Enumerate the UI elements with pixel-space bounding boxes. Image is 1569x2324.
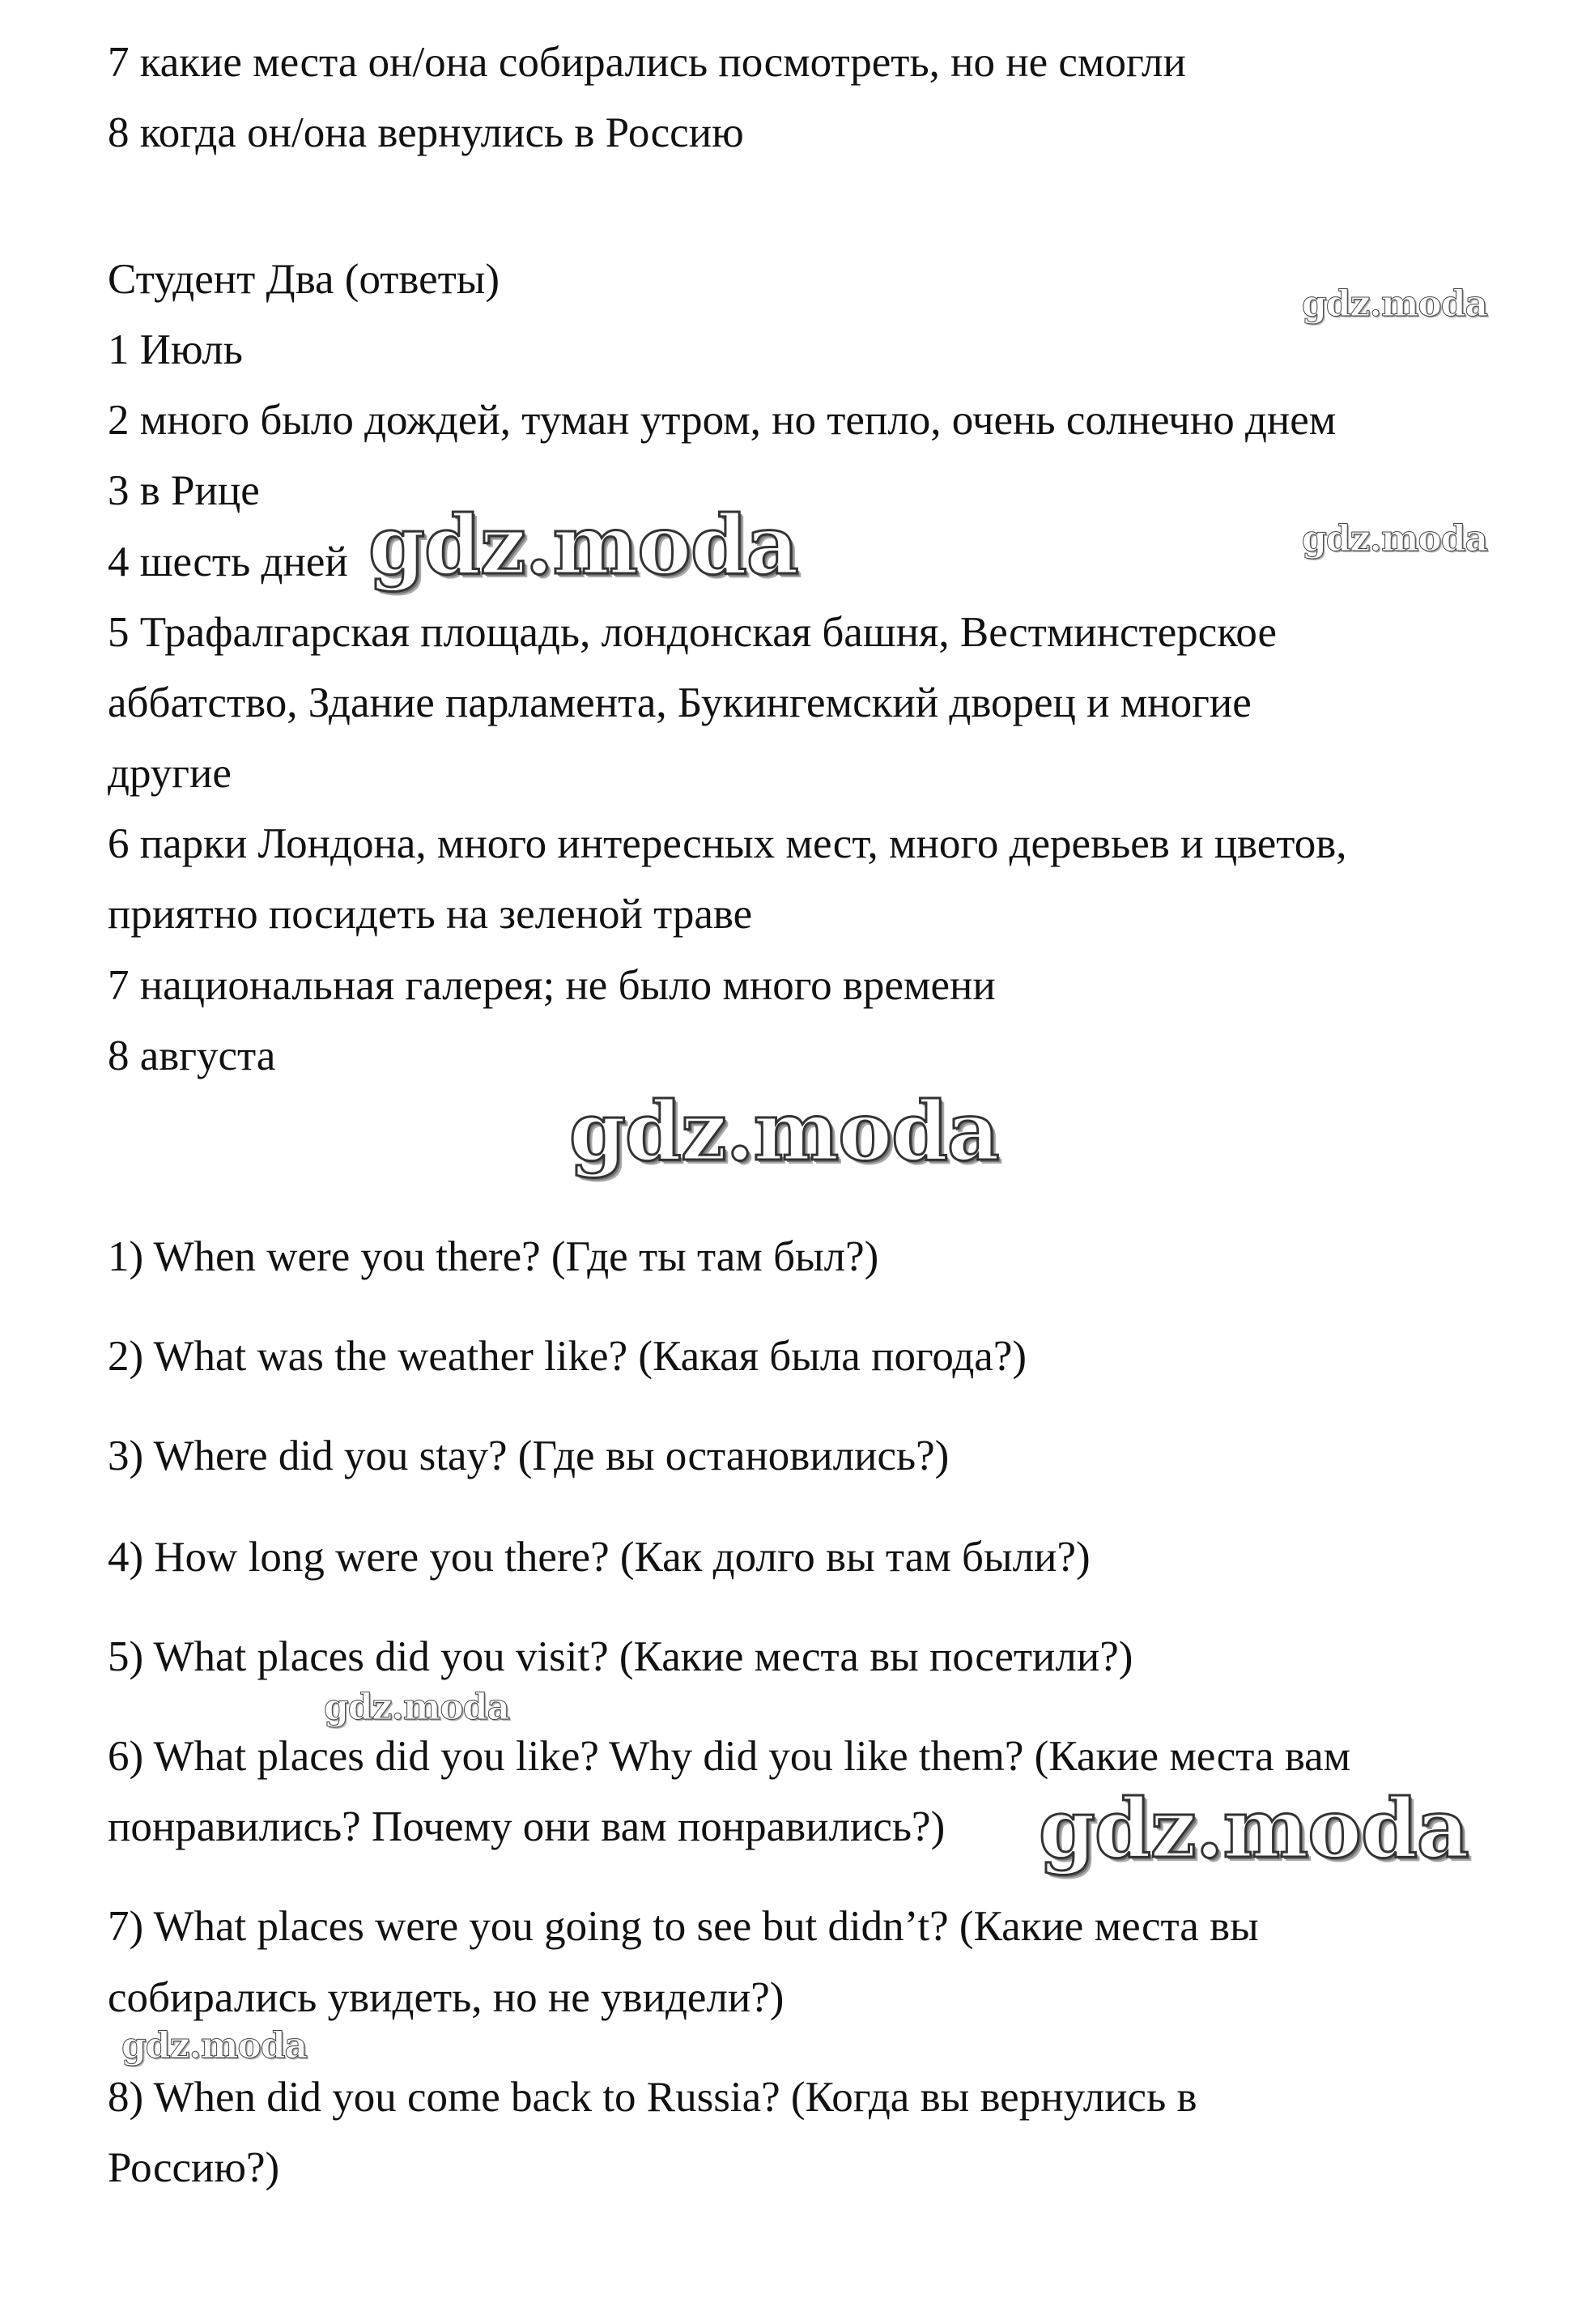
watermark-logo: gdz.moda xyxy=(1039,1781,1469,1876)
answer-line-8: 8 августа xyxy=(108,1032,276,1079)
question-6b: понравились? Почему они вам понравились?) xyxy=(108,1803,946,1850)
question-5: 5) What places did you visit? (Какие места вы посетили?) xyxy=(108,1633,1133,1680)
answer-line-5a: 5 Трафалгарская площадь, лондонская башня, Вестминстерское xyxy=(108,609,1277,656)
question-2: 2) What was the weather like? (Какая была погода?) xyxy=(108,1333,1027,1380)
answer-line-6a: 6 парки Лондона, много интересных мест, много деревьев и цветов, xyxy=(108,820,1347,867)
question-7b: собирались увидеть, но не увидели?) xyxy=(108,1974,784,2021)
watermark-logo: gdz.moda xyxy=(569,1083,999,1179)
question-8b: Россию?) xyxy=(108,2144,280,2191)
question-7a: 7) What places were you going to see but didn’t? (Какие места вы xyxy=(108,1903,1259,1950)
answer-line-5c: другие xyxy=(108,750,232,797)
watermark-logo: gdz.moda xyxy=(324,1687,510,1728)
answer-line-6b: приятно посидеть на зеленой траве xyxy=(108,891,753,938)
question-3: 3) Where did you stay? (Где вы остановились?) xyxy=(108,1432,950,1479)
section-heading: Студент Два (ответы) xyxy=(108,256,500,303)
question-6a: 6) What places did you like? Why did you like them? (Какие места вам xyxy=(108,1733,1351,1780)
list-line-8: 8 когда он/она вернулись в Россию xyxy=(108,109,744,156)
list-line-7: 7 какие места он/она собирались посмотреть, но не смогли xyxy=(108,39,1186,86)
answer-line-2: 2 много было дождей, туман утром, но тепло, очень солнечно днем xyxy=(108,397,1337,444)
watermark-logo: gdz.moda xyxy=(121,2025,308,2066)
answer-line-5b: аббатство, Здание парламента, Букингемский дворец и многие xyxy=(108,679,1252,726)
question-8a: 8) When did you come back to Russia? (Когда вы вернулись в xyxy=(108,2074,1197,2121)
question-1: 1) When were you there? (Где ты там был?) xyxy=(108,1233,879,1280)
question-4: 4) How long were you there? (Как долго вы там были?) xyxy=(108,1534,1091,1581)
watermark-logo: gdz.moda xyxy=(1302,518,1488,560)
answer-line-1: 1 Июль xyxy=(108,326,243,373)
answer-line-3: 3 в Рице xyxy=(108,467,260,514)
answer-line-4: 4 шесть дней xyxy=(108,538,348,585)
watermark-logo: gdz.moda xyxy=(1302,283,1488,325)
watermark-logo: gdz.moda xyxy=(368,497,798,593)
answer-line-7: 7 национальная галерея; не было много времени xyxy=(108,962,996,1009)
